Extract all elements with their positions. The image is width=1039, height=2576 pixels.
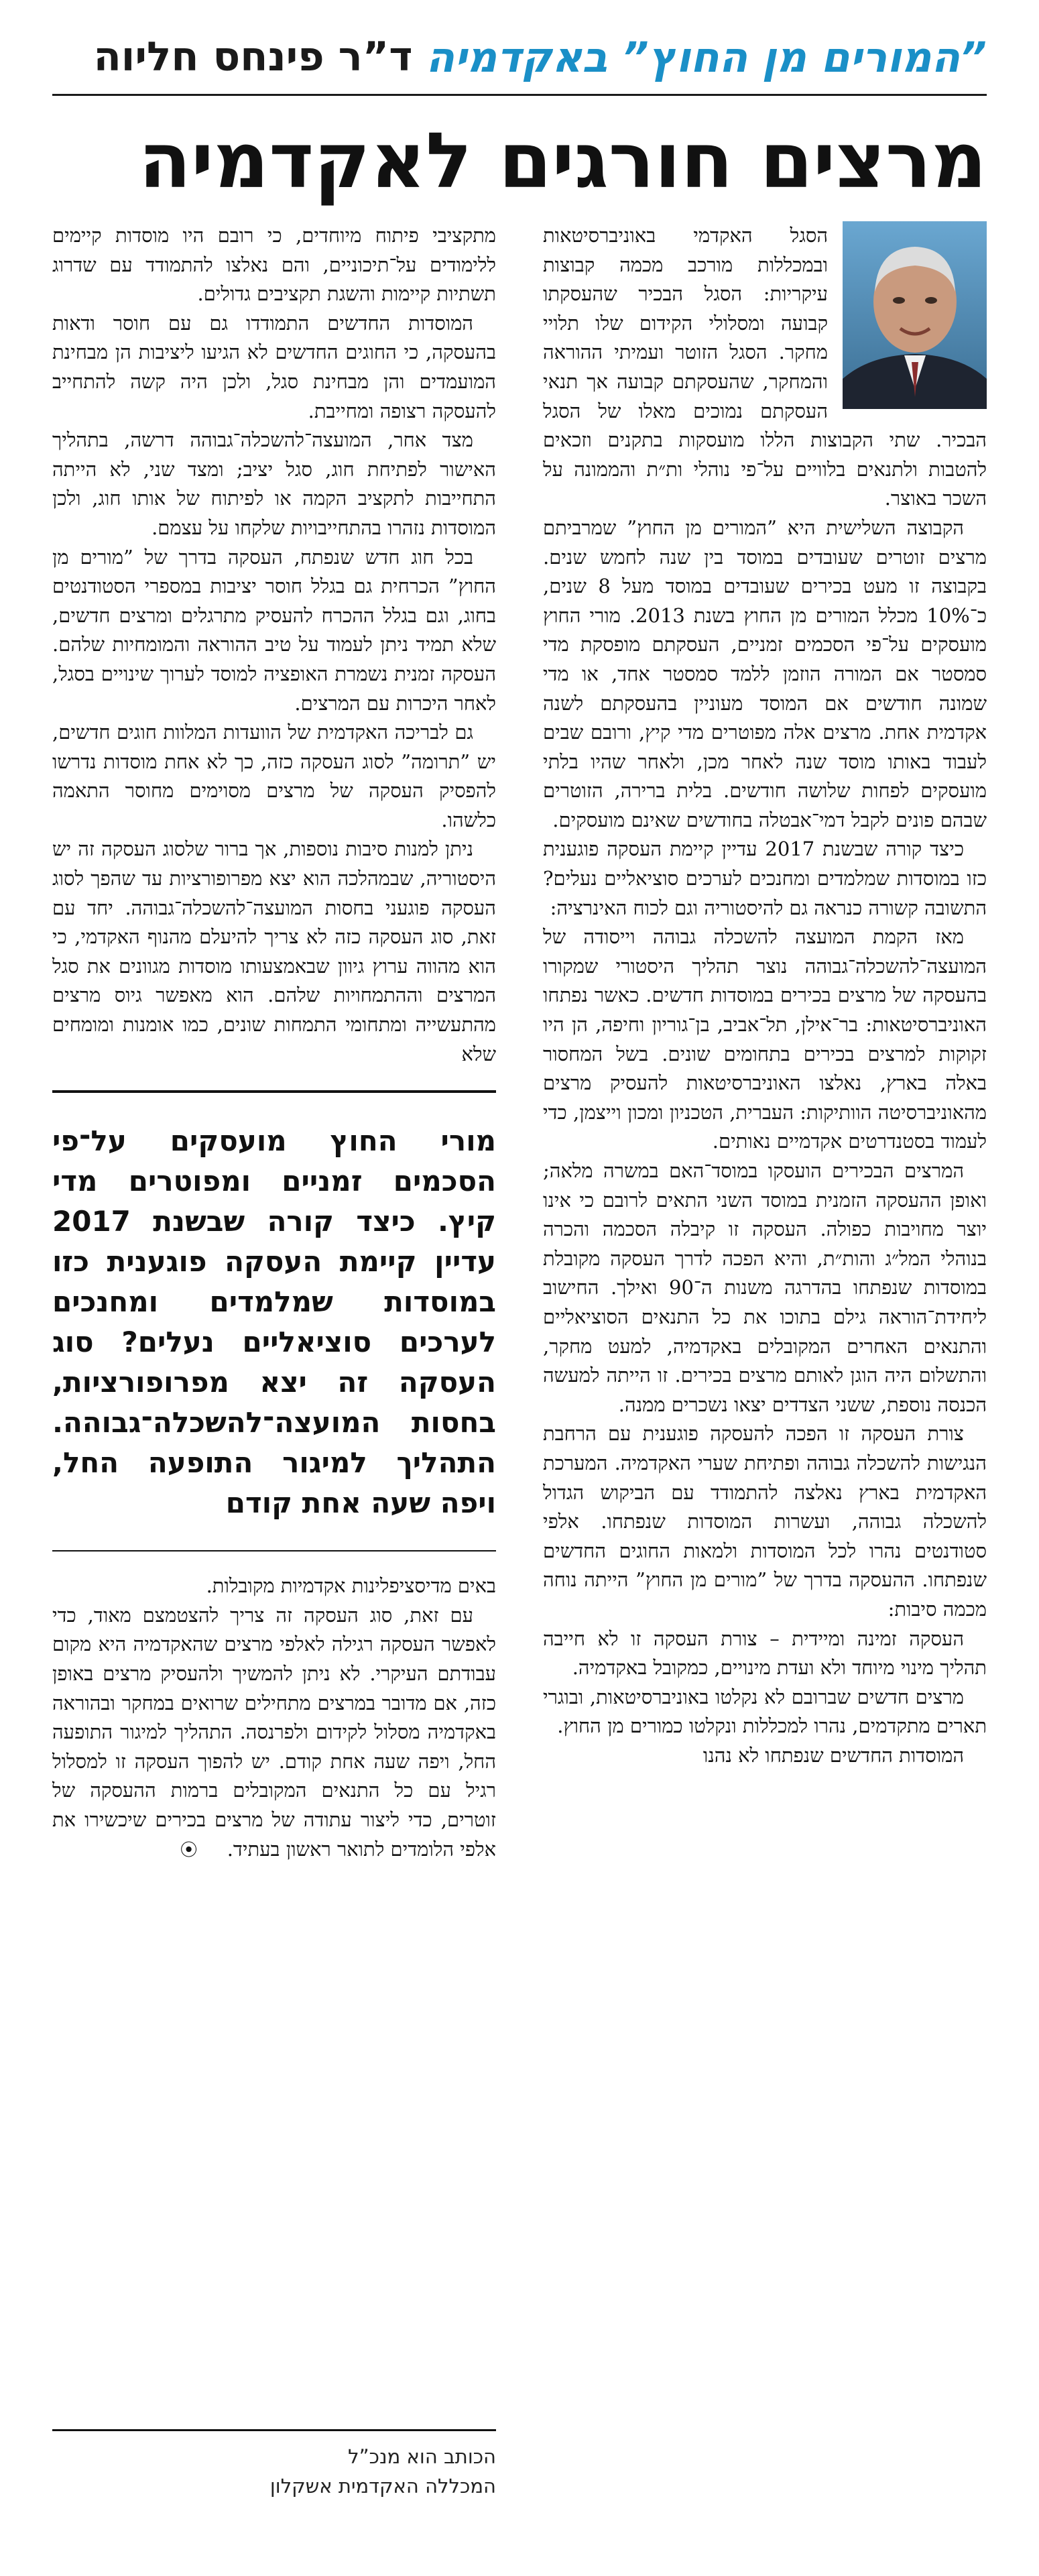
column-left-text-top xyxy=(52,221,496,1069)
author-photo xyxy=(843,221,987,409)
paragraph xyxy=(52,1601,496,1865)
paragraph: המרצים הבכירים הועסקו במוסד־האם במשרה מלאה; ואופן ההעסקה הזמנית במוסד השני התאים לרובם כי אינו יוצר מחויבות כפולה. העסקה זו קיבלה הסכמה והכרה בנוהלי המל״ג והות״ת, והיא הפכה לדרך העסקה מקובלת במוסדות שנפתחו בהדרגה משנות ה־90 ואילך. החישוב ליחידת־הוראה גילם בתוכו את כל התנאים הסוציאליים והתנאים האחרים המקובלים באקדמיה, למעט מחקר, והתשלום היה הוגן לאותם מרצים בכירים. זו הייתה למעשה הכנסה נוספת, ששני הצדדים יצאו נשכרים ממנה. xyxy=(543,1159,987,1416)
paragraph: מתקציבי פיתוח מיוחדים, כי רובם היו מוסדות קיימים ללימודים על־תיכוניים, והם נאלצו להתמודד עם שדרוג תשתיות קיימות והשגת תקציבים גדולים. xyxy=(52,224,496,306)
byline-line: הכותב הוא מנכ”ל xyxy=(348,2445,496,2468)
series-title: ”המורים מן החוץ” באקדמיה xyxy=(426,32,987,82)
column-left-text-bottom xyxy=(52,1572,496,1865)
author-name: ד”ר פינחס חליוה xyxy=(93,34,413,80)
author-byline xyxy=(52,2429,496,2501)
paragraph: באים מדיסציפלינות אקדמיות מקובלות. xyxy=(206,1574,496,1598)
paragraph: צורת העסקה זו הפכה להעסקה פוגענית עם הרחבת הנגישות להשכלה גבוהה ופתיחת שערי האקדמיה. המערכת האקדמית בארץ נאלצה להתמודד עם הביקוש הגדול להשכלה גבוהה, ועשרות המוסדות שנפתחו. אלפי סטודנטים נהרו לכל המוסדות ולמאות החוגים החדשים שנפתחו. ההעסקה בדרך של ”מורים מן החוץ” הייתה נוחה מכמה סיבות: xyxy=(543,1422,987,1621)
paragraph: מרצים חדשים שברובם לא נקלטו באוניברסיטאות, ובוגרי תארים מתקדמים, נהרו למכללות ונקלטו כמורים מן החוץ. xyxy=(543,1685,987,1738)
end-mark-icon: ⦿ xyxy=(180,1840,198,1861)
page-header xyxy=(52,20,987,96)
paragraph: הקבוצה השלישית היא ”המורים מן החוץ” שמרביתם מרצים זוטרים שעובדים במוסד בין שנה לחמש שנים. בקבוצה זו מעט בכירים שעובדים במוסד מעל 8 שנים, כ־10% מכלל המורים מן החוץ בשנת 2013. מורי החוץ מועסקים על־פי הסכמים זמניים, העסקתם מופסקת מדי סמסטר אם המורה הוזמן ללמד סמסטר אחד, או מדי שמונה חודשים אם המוסד מעוניין בהעסקתם לשנה אקדמית אחת. מרצים אלה מפוטרים מדי קיץ, ורובם שבים לעבוד באותו מוסד שנה לאחר מכן, ולאחר שהיו בלתי מועסקים לפחות שלושה חודשים. בלית ברירה, הזוטרים שבהם פונים לקבל דמי־אבטלה בחודשים שאינם מועסקים. xyxy=(543,516,987,831)
byline-line: המכללה האקדמית אשקלון xyxy=(269,2475,496,2498)
paragraph: המוסדות החדשים התמודדו גם עם חוסר ודאות בהעסקה, כי החוגים החדשים לא הגיעו ליציבות הן מבחינת המועמדים והן מבחינת סגל, ולכן היה קשה להתחייב להעסקה רצופה ומחייבת. xyxy=(52,311,496,422)
paragraph: מאז הקמת המועצה להשכלה גבוהה וייסודה של המועצה־להשכלה־גבוהה נוצר תהליך היסטורי שמקורו בהעסקה של מרצים בכירים במוסדות חדשים. כאשר נפתחו האוניברסיטאות: בר־אילן, תל־אביב, בן־גוריון וחיפה, הן היו זקוקות למרצים בכירים בתחומים שונים. בשל המחסור באלה בארץ, נאלצו האוניברסיטאות להעסיק מרצים מהאוניברסיטה הוותיקות: העברית, הטכניון ומכון וייצמן, כדי לעמוד בסטנדרטים אקדמיים נאותים. xyxy=(543,925,987,1153)
article-headline: מרצים חורגים לאקדמיה xyxy=(138,116,987,205)
paragraph-text: עם זאת, סוג העסקה זה צריך להצטמצם מאוד, כדי לאפשר העסקה רגילה לאלפי מרצים שהאקדמיה היא מקום עבודתם העיקרי. לא ניתן להמשיך ולהעסיק מרצים באופן כזה, אם מדובר במרצים מתחילים שרואים במחקר ובהוראה באקדמיה מסלול לקידום ולפרנסה. התהליך למיגור התופעה החל, ויפה שעה אחת קודם. יש להפוך העסקה זו למסלול רגיל עם כל התנאים המקובלים ברמות ההעסקה של זוטרים, כדי ליצור עתודה של מרצים בכירים שיכשירו את אלפי הלומדים לתואר ראשון בעתיד. xyxy=(52,1603,496,1861)
paragraph: בכל חוג חדש שנפתח, העסקה בדרך של ”מורים מן החוץ” הכרחית גם בגלל חוסר יציבות במספרי הסטודנטים בחוג, וגם בגלל ההכרח להעסיק מתרגלים ומרצים חדשים, שלא תמיד ניתן לעמוד על טיב ההוראה והמומחיות שלהם. העסקה זמנית נשמרת האופציה למוסד לערוך שינויים בסגל, לאחר היכרות עם המרצים. xyxy=(52,545,496,715)
pull-quote: מורי החוץ מועסקים על־פי הסכמים זמניים ומפוטרים מדי קיץ. כיצד קורה שבשנת 2017 עדיין קיימת העסקה פוגענית כזו במוסדות שמלמדים ומחנכים לערכים סוציאליים נעלים? סוג העסקה זה יצא מפרופורציות, בחסות המועצה־להשכלה־גבוהה. התהליך למיגור התופעה החל, ויפה שעה אחת קודם xyxy=(52,1090,496,1552)
column-right xyxy=(543,221,987,2501)
paragraph: מצד אחר, המועצה־להשכלה־גבוהה דרשה, בתהליך האישור לפתיחת חוג, סגל יציב; ומצד שני, לא הייתה התחייבות לתקציב הקמה או לפיתוח של אותו חוג, ולכן המוסדות נזהרו בהתחייבויות שלקחו על עצמם. xyxy=(52,428,496,539)
column-left xyxy=(52,221,496,2501)
paragraph: הסגל האקדמי באוניברסיטאות ובמכללות מורכב מכמה קבוצות עיקריות: הסגל הבכיר שהעסקתו קבועה ומסלולי הקידום שלו תלויי מחקר. הסגל הזוטר ועמיתי ההוראה והמחקר, שהעסקתם קבועה אך תנאי העסקתם נמוכים מאלו של הסגל הבכיר. שתי הקבוצות הללו מועסקות בתקנים וזכאים להטבות ולתנאים בלוויים על־פי נוהלי ות״ת והממונה על השכר באוצר. xyxy=(543,224,987,510)
paragraph: העסקה זמינה ומיידית – צורת העסקה זו לא חייבה תהליך מינוי מיוחד ולא ועדת מינויים, כמקובל באקדמיה. xyxy=(543,1627,987,1680)
paragraph: כיצד קורה שבשנת 2017 עדיין קיימת העסקה פוגענית כזו במוסדות שמלמדים ומחנכים לערכים סוציאליים נעלים? התשובה קשורה כנראה גם להיסטוריה וגם לכוח האינרציה: xyxy=(543,837,987,919)
paragraph: גם לבריכה האקדמית של הוועדות המלוות חוגים חדשים, יש ”תרומה” לסוג העסקה כזה, כך לא אחת מוסדות נדרשו להפסיק העסקה של מרצים מסוימים מחוסר התאמה כלשהו. xyxy=(52,721,496,831)
article-columns xyxy=(52,221,987,2501)
column-right-text xyxy=(543,221,987,1770)
paragraph: המוסדות החדשים שנפתחו לא נהנו xyxy=(702,1743,964,1767)
paragraph: ניתן למנות סיבות נוספות, אך ברור שלסוג העסקה זה יש היסטוריה, שבמהלכה הוא יצא מפרופורציות עד שהפך לסוג העסקה פוגעני בחסות המועצה־להשכלה־גבוהה. יחד עם זאת, סוג העסקה כזה לא צריך להיעלם מהנוף האקדמי, כי הוא מהווה ערוץ גיוון שבאמצעותו מוסדות מגוונים את סגל המרצים וההתמחויות שלהם. הוא מאפשר גיוס מרצים מהתעשייה ומתחומי התמחות שונים, כמו אומנות ומומחים שלא xyxy=(52,837,496,1065)
portrait-illustration xyxy=(843,221,987,409)
